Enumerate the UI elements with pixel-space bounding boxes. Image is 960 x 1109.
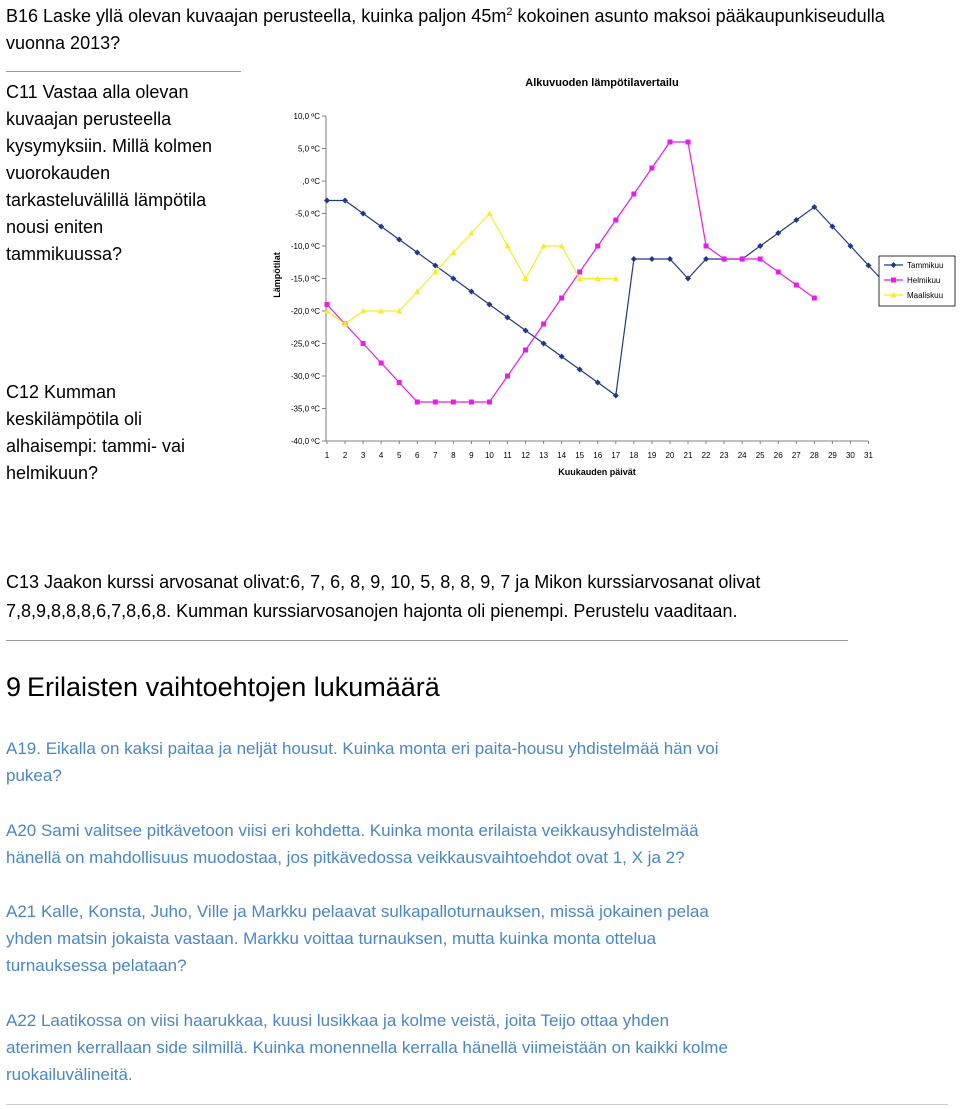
- data-point-maaliskuu: [486, 211, 492, 217]
- data-point-helmikuu: [812, 296, 817, 301]
- x-tick-label: 2: [342, 451, 348, 460]
- data-point-helmikuu: [595, 244, 600, 249]
- question-b16: [6, 3, 946, 57]
- data-point-helmikuu: [613, 218, 618, 223]
- data-point-helmikuu: [667, 140, 672, 145]
- x-tick-label: 4: [378, 451, 384, 460]
- x-tick-label: 17: [611, 451, 621, 460]
- data-point-helmikuu: [577, 270, 582, 275]
- question-a21-line: A21 Kalle, Konsta, Juho, Ville ja Markku pelaavat sulkapalloturnauksen, missä jokainen pelaa: [6, 902, 709, 921]
- y-tick-label: -40,0 ºC: [290, 437, 320, 446]
- question-c11-line: C11 Vastaa alla olevan: [6, 82, 189, 102]
- question-c13-line: 7,8,9,8,8,8,6,7,8,6,8. Kumman kurssiarvosanojen hajonta oli pienempi. Perustelu vaaditaan.: [6, 601, 738, 621]
- question-a22-line: A22 Laatikossa on viisi haarukkaa, kuusi lusikkaa ja kolme veistä, joita Teijo ottaa yhden: [6, 1011, 670, 1030]
- x-tick-label: 16: [593, 451, 603, 460]
- y-tick-label: -10,0 ºC: [290, 242, 320, 251]
- x-tick-label: 5: [396, 451, 402, 460]
- data-point-helmikuu: [451, 400, 456, 405]
- data-point-helmikuu: [523, 348, 528, 353]
- data-point-helmikuu: [361, 341, 366, 346]
- data-point-helmikuu: [758, 257, 763, 262]
- chart-y-axis-label: Lämpötilat: [272, 252, 282, 298]
- data-point-helmikuu: [541, 322, 546, 327]
- x-tick-label: 29: [827, 451, 837, 460]
- x-tick-label: 28: [809, 451, 819, 460]
- question-c11-line: kysymyksiin. Millä kolmen: [6, 136, 213, 156]
- x-tick-label: 31: [864, 451, 873, 460]
- y-tick-label: -30,0 ºC: [290, 372, 320, 381]
- data-point-helmikuu: [379, 361, 384, 366]
- data-point-helmikuu: [649, 166, 654, 171]
- question-c11-line: vuorokauden: [6, 163, 111, 183]
- x-tick-label: 14: [557, 451, 567, 460]
- data-point-tammikuu: [631, 256, 637, 262]
- data-point-helmikuu: [631, 192, 636, 197]
- question-a19: [6, 735, 956, 789]
- question-c11-line: kuvaajan perusteella: [6, 109, 172, 129]
- question-c13-line: C13 Jaakon kurssi arvosanat olivat:6, 7, 6, 8, 9, 10, 5, 8, 8, 9, 7 ja Mikon kurssiarvosanat olivat: [6, 572, 761, 592]
- question-a20-line: A20 Sami valitsee pitkävetoon viisi eri kohdetta. Kuinka monta erilaista veikkausyhdistelmää: [6, 821, 699, 840]
- question-c12-line: alhaisempi: tammi- vai: [6, 436, 186, 456]
- question-a22: [6, 1007, 956, 1088]
- question-c11: [6, 79, 256, 268]
- x-tick-label: 6: [415, 451, 420, 460]
- legend-label-tammikuu: Tammikuu: [907, 261, 944, 270]
- question-c12-line: C12 Kumman: [6, 382, 117, 402]
- legend-marker: [891, 278, 896, 283]
- question-c11-line: nousi eniten: [6, 217, 104, 237]
- chart-x-axis-label: Kuukauden päivät: [558, 467, 636, 477]
- x-tick-label: 19: [647, 451, 657, 460]
- question-a21: [6, 898, 956, 979]
- question-a19-line: pukea?: [6, 766, 62, 785]
- y-tick-label: -25,0 ºC: [290, 339, 320, 349]
- x-tick-label: 25: [755, 451, 765, 460]
- section-title: Erilaisten vaihtoehtojen lukumäärä: [27, 672, 440, 702]
- x-tick-label: 8: [451, 451, 456, 460]
- divider-bottom: [6, 1104, 948, 1105]
- question-c12: [6, 379, 256, 487]
- superscript-2: 2: [506, 6, 513, 18]
- x-tick-label: 21: [683, 451, 693, 460]
- y-tick-label: -5,0 ºC: [295, 209, 320, 219]
- x-tick-label: 30: [845, 451, 855, 460]
- x-tick-label: 9: [469, 451, 474, 460]
- x-tick-label: 7: [433, 451, 438, 460]
- y-tick-label: ,0 ºC: [302, 177, 320, 186]
- x-tick-label: 13: [539, 451, 549, 460]
- divider-top: [6, 71, 241, 72]
- question-c12-line: helmikuun?: [6, 463, 99, 483]
- y-tick-label: -20,0 ºC: [290, 307, 320, 316]
- data-point-helmikuu: [397, 380, 402, 385]
- data-point-helmikuu: [722, 257, 727, 262]
- y-tick-label: -35,0 ºC: [290, 404, 320, 414]
- x-tick-label: 12: [521, 451, 531, 460]
- data-point-helmikuu: [704, 244, 709, 249]
- x-tick-label: 22: [701, 451, 711, 460]
- question-b16-text: B16 Laske yllä olevan kuvaajan perusteella, kuinka paljon 45m: [6, 6, 507, 26]
- question-b16-text-end: kokoinen asunto maksoi pääkaupunkiseudulla vuonna 2013?: [6, 6, 885, 53]
- data-point-helmikuu: [487, 400, 492, 405]
- legend-label-helmikuu: Helmikuu: [907, 276, 941, 285]
- x-tick-label: 18: [629, 451, 639, 460]
- data-point-maaliskuu: [505, 243, 511, 249]
- x-tick-label: 27: [791, 451, 801, 460]
- section-number: 9: [6, 672, 22, 702]
- data-point-helmikuu: [325, 302, 330, 307]
- data-point-helmikuu: [469, 400, 474, 405]
- data-point-helmikuu: [415, 400, 420, 405]
- legend-label-maaliskuu: Maaliskuu: [907, 291, 944, 300]
- y-tick-label: 5,0 ºC: [297, 144, 320, 154]
- x-tick-label: 23: [719, 451, 729, 460]
- x-tick-label: 10: [484, 451, 494, 460]
- question-a21-line: turnauksessa pelataan?: [6, 956, 187, 975]
- question-c11-line: tammikuussa?: [6, 244, 123, 264]
- section-heading: [6, 671, 440, 703]
- x-tick-label: 1: [324, 451, 330, 460]
- temperature-line-chart: [262, 70, 958, 485]
- chart-title: Alkuvuoden lämpötilavertailu: [525, 77, 679, 89]
- chart-y-ticks: [291, 112, 326, 446]
- question-a21-line: yhden matsin jokaista vastaan. Markku voittaa turnauksen, mutta kuinka monta ottelua: [6, 929, 657, 948]
- x-tick-label: 24: [737, 451, 747, 460]
- x-tick-label: 26: [773, 451, 783, 460]
- question-a20-line: hänellä on mahdollisuus muodostaa, jos pitkävedossa veikkausvaihtoehdot ovat 1, X ja 2?: [6, 848, 685, 867]
- question-c13: [6, 568, 956, 626]
- data-point-helmikuu: [740, 257, 745, 262]
- data-point-helmikuu: [559, 296, 564, 301]
- data-point-tammikuu: [324, 198, 330, 204]
- y-tick-label: -15,0 ºC: [290, 274, 320, 284]
- data-point-helmikuu: [686, 140, 691, 145]
- data-point-tammikuu: [649, 256, 655, 262]
- x-tick-label: 20: [665, 451, 675, 460]
- data-point-helmikuu: [794, 283, 799, 288]
- data-point-helmikuu: [505, 374, 510, 379]
- chart-x-ticks: [325, 441, 874, 460]
- chart-series-group: [324, 140, 890, 405]
- question-c11-line: tarkasteluvälillä lämpötila: [6, 190, 207, 210]
- x-tick-label: 15: [575, 451, 585, 460]
- y-tick-label: 10,0 ºC: [293, 112, 320, 121]
- question-a20: [6, 817, 956, 871]
- data-point-helmikuu: [433, 400, 438, 405]
- data-point-maaliskuu: [523, 276, 529, 282]
- question-a22-line: ruokailuvälineitä.: [6, 1065, 133, 1084]
- question-c12-line: keskilämpötila oli: [6, 409, 143, 429]
- x-tick-label: 11: [503, 451, 512, 460]
- x-tick-label: 3: [360, 451, 366, 460]
- data-point-helmikuu: [776, 270, 781, 275]
- chart-legend: [879, 256, 955, 306]
- divider-middle: [6, 640, 848, 641]
- question-a22-line: aterimen kerrallaan side silmillä. Kuinka monennella kerralla hänellä viimeistään on kaikki kolme: [6, 1038, 728, 1057]
- question-a19-line: A19. Eikalla on kaksi paitaa ja neljät housut. Kuinka monta eri paita-housu yhdistelmää hän voi: [6, 739, 719, 758]
